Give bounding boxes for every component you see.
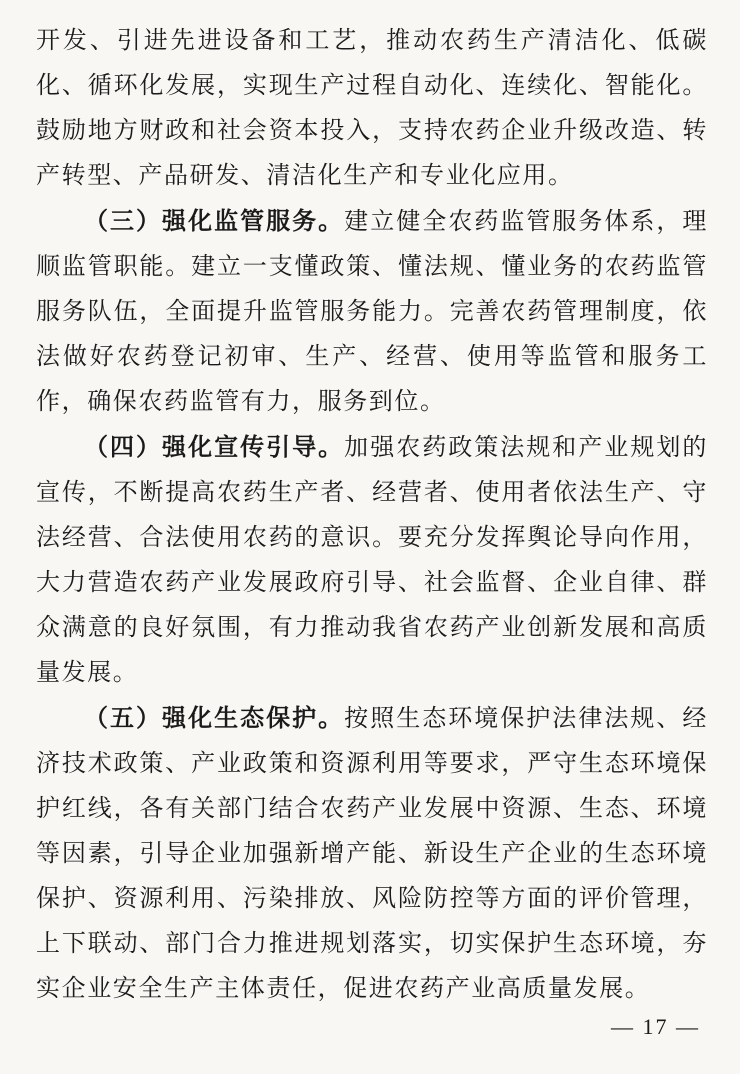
paragraph-body: 加强农药政策法规和产业规划的宣传，不断提高农药生产者、经营者、使用者依法生产、守法经营、合法使用农药的意识。要充分发挥舆论导向作用，大力营造农药产业发展政府引导、社会监督、企业自律、群众满意的良好氛围，有力推动我省农药产业创新发展和高质量发展。 (36, 433, 708, 686)
section-heading: （五）强化生态保护。 (84, 703, 345, 732)
paragraph-body: 按照生态环境保护法律法规、经济技术政策、产业政策和资源利用等要求，严守生态环境保护红线，各有关部门结合农药产业发展中资源、生态、环境等因素，引导企业加强新增产能、新设生产企业的生态环境保护、资源利用、污染排放、风险防控等方面的评价管理，上下联动、部门合力推进规划落实，切实保护生态环境，夯实企业安全生产主体责任，促进农药产业高质量发展。 (36, 704, 708, 1002)
page-number: — 17 — (611, 1014, 700, 1039)
paragraph-ecological-protection (36, 695, 708, 1011)
body-text (36, 18, 708, 1011)
paragraph-publicity-guidance (36, 424, 708, 695)
paragraph-supervision-service (36, 198, 708, 424)
paragraph-body: 建立健全农药监管服务体系，理顺监管职能。建立一支懂政策、懂法规、懂业务的农药监管服务队伍，全面提升监管服务能力。完善农药管理制度，依法做好农药登记初审、生产、经营、使用等监管和服务工作，确保农药监管有力，服务到位。 (36, 207, 708, 415)
section-heading: （三）强化监管服务。 (84, 206, 345, 235)
paragraph-body: 开发、引进先进设备和工艺，推动农药生产清洁化、低碳化、循环化发展，实现生产过程自动化、连续化、智能化。鼓励地方财政和社会资本投入，支持农药企业升级改造、转产转型、产品研发、清洁化生产和专业化应用。 (36, 26, 708, 189)
section-heading: （四）强化宣传引导。 (84, 432, 345, 461)
paragraph-continuation (36, 18, 708, 198)
